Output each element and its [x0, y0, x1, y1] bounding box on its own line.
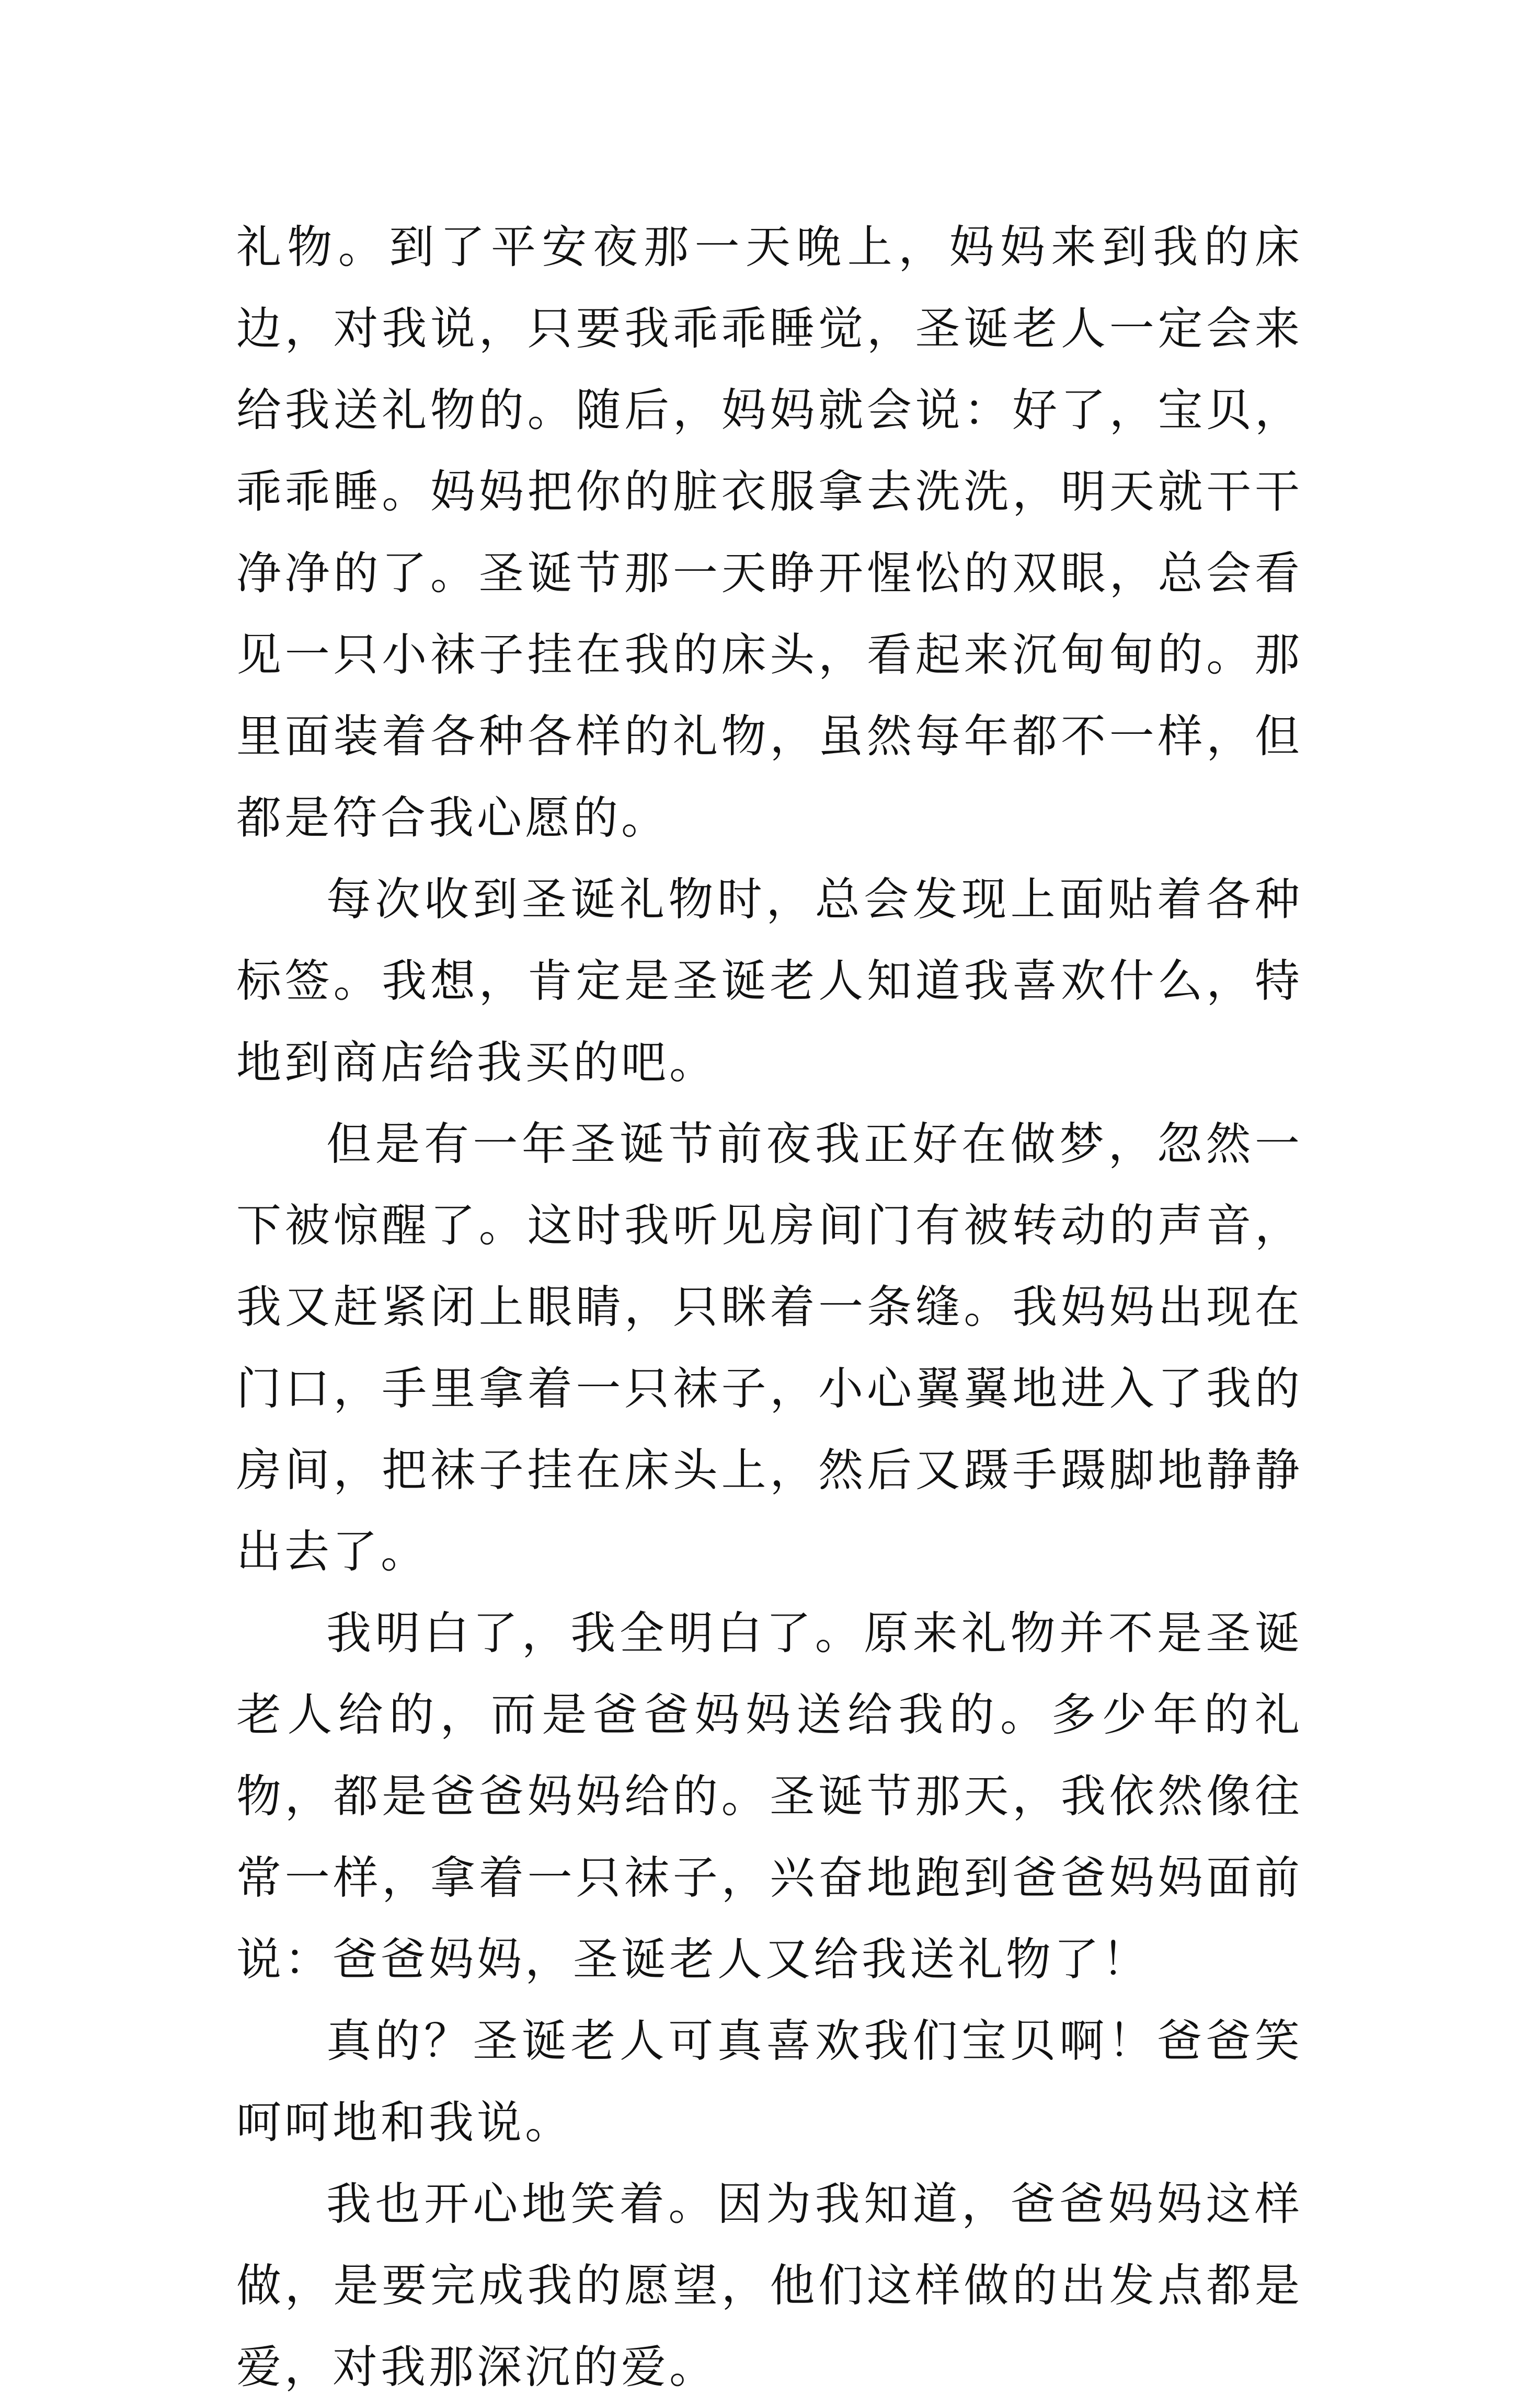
paragraph-6: 我也开心地笑着。因为我知道，爸爸妈妈这样做，是要完成我的愿望，他们这样做的出发点都是爱，对我那深沉的爱。 — [236, 2178, 1303, 2393]
paragraph-1: 礼物。到了平安夜那一天晚上，妈妈来到我的床边，对我说，只要我乖乖睡觉，圣诞老人一定会来给我送礼物的。随后，妈妈就会说：好了，宝贝，乖乖睡。妈妈把你的脏衣服拿去洗洗，明天就干干净净的了。圣诞节那一天睁开惺忪的双眼，总会看见一只小袜子挂在我的床头，看起来沉甸甸的。那里面装着各种各样的礼物，虽然每年都不一样，但都是符合我心愿的。 — [236, 221, 1303, 844]
paragraph-4: 我明白了，我全明白了。原来礼物并不是圣诞老人给的，而是爸爸妈妈送给我的。多少年的礼物，都是爸爸妈妈给的。圣诞节那天，我依然像往常一样，拿着一只袜子，兴奋地跑到爸爸妈妈面前说：爸爸妈妈，圣诞老人又给我送礼物了！ — [236, 1607, 1303, 1986]
document-body — [236, 206, 1303, 2408]
paragraph-5: 真的？圣诞老人可真喜欢我们宝贝啊！爸爸笑呵呵地和我说。 — [236, 2015, 1303, 2149]
paragraph-2: 每次收到圣诞礼物时，总会发现上面贴着各种标签。我想，肯定是圣诞老人知道我喜欢什么，特地到商店给我买的吧。 — [236, 873, 1303, 1089]
paragraph-3: 但是有一年圣诞节前夜我正好在做梦，忽然一下被惊醒了。这时我听见房间门有被转动的声音，我又赶紧闭上眼睛，只眯着一条缝。我妈妈出现在门口，手里拿着一只袜子，小心翼翼地进入了我的房间，把袜子挂在床头上，然后又蹑手蹑脚地静静出去了。 — [236, 1118, 1303, 1578]
